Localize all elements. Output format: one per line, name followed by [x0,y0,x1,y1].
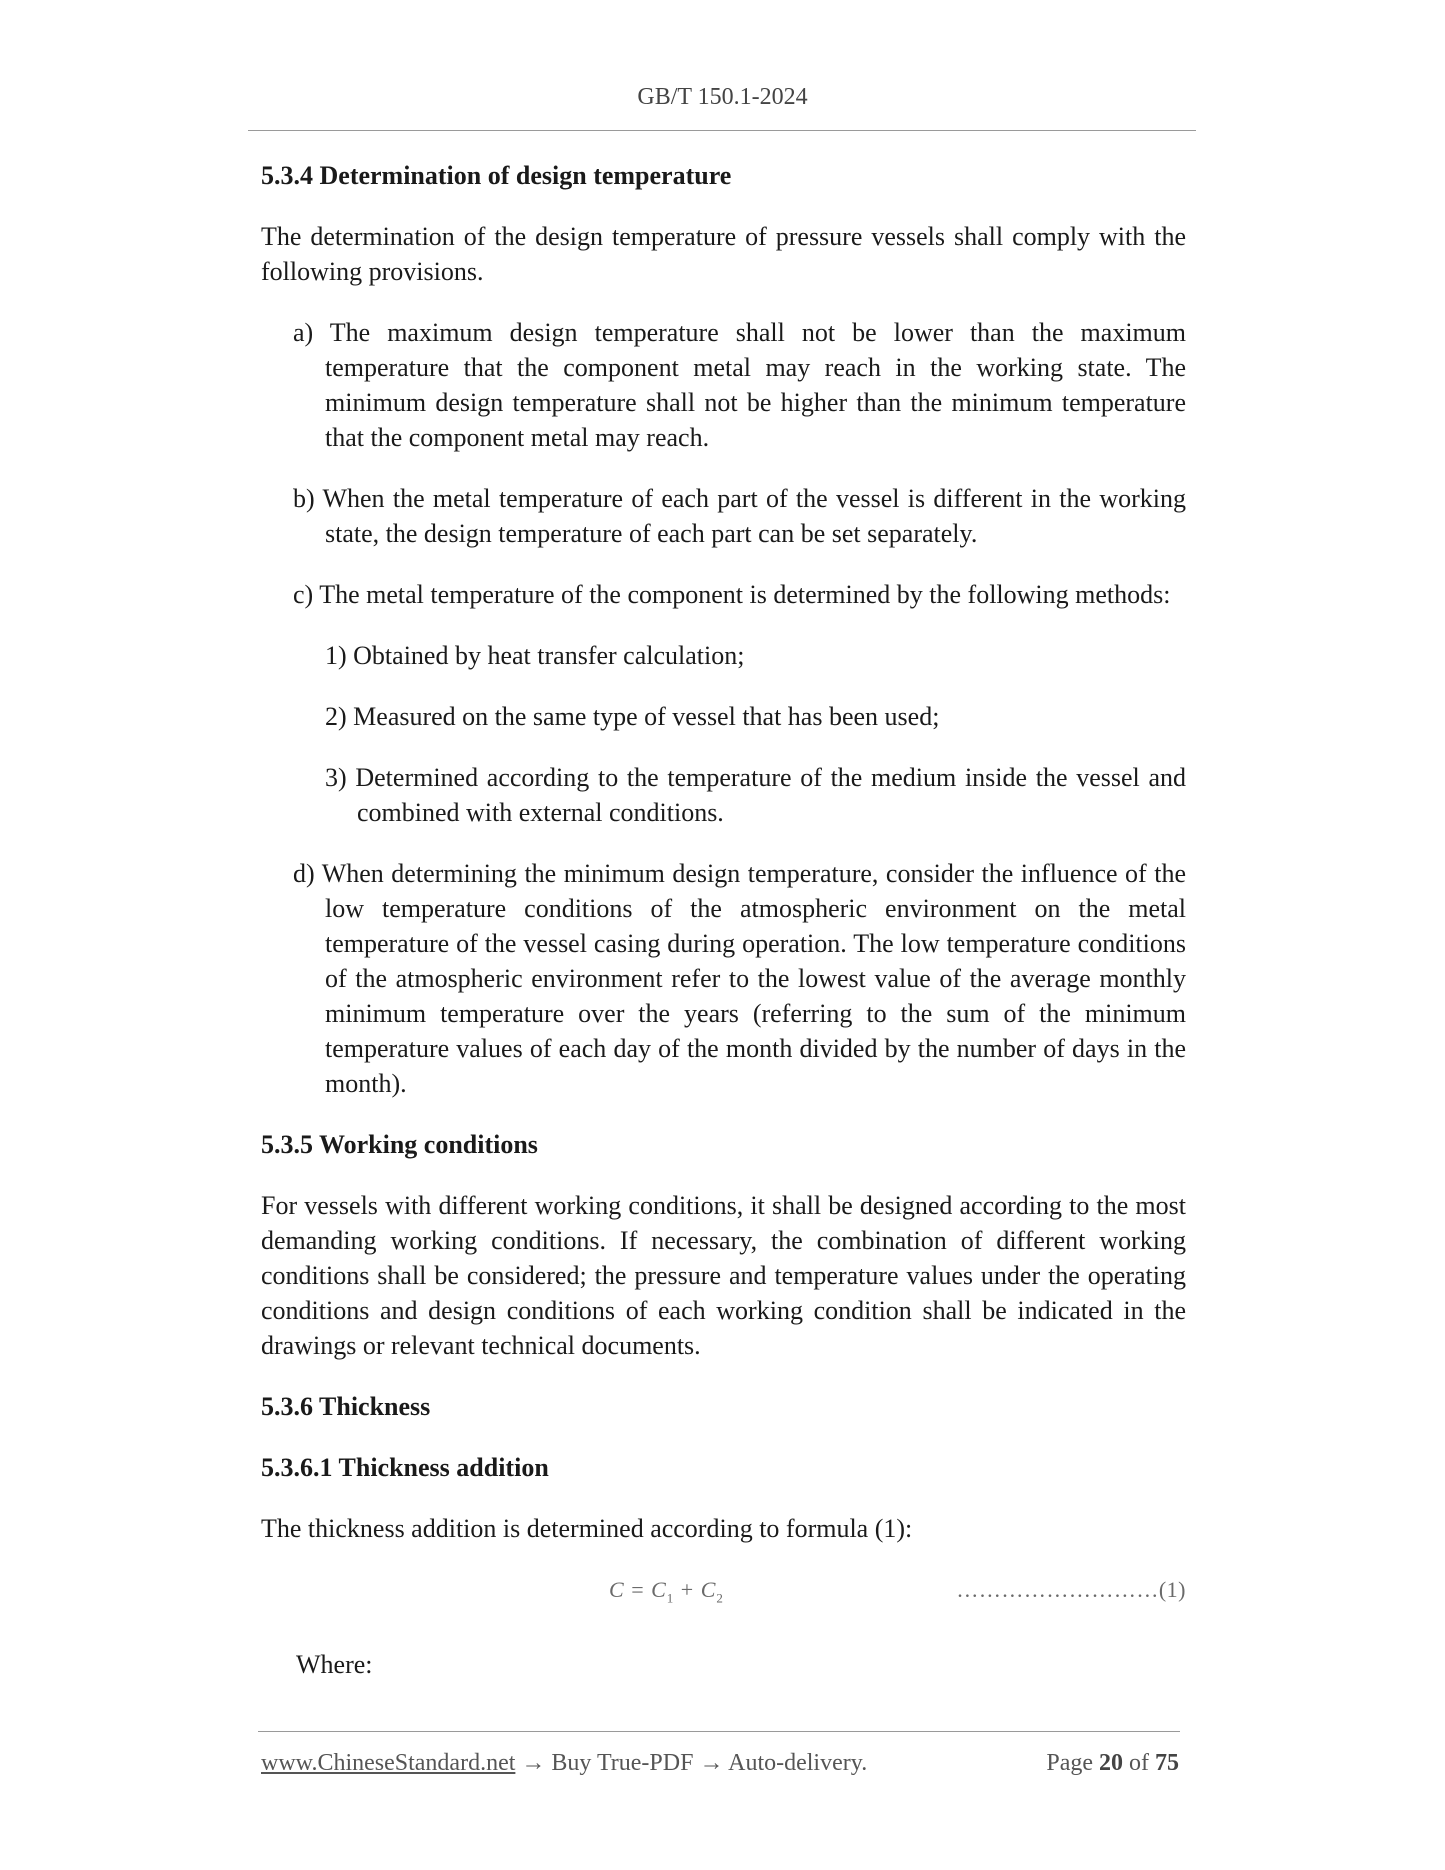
page-counter: Page 20 of 75 [1046,1750,1179,1776]
formula-row [261,1572,1186,1607]
document-body [261,158,1186,1682]
list-item-c: c) The metal temperature of the component is determined by the following methods: [293,580,1171,609]
section-heading-5-3-4: 5.3.4 Determination of design temperature [261,161,732,190]
sub-list-item-2: 2) Measured on the same type of vessel that has been used; [325,702,940,731]
sub-list-item-3: 3) Determined according to the temperature of the medium inside the vessel and combined with external conditions. [325,763,1186,827]
section-intro-paragraph: The determination of the design temperature of pressure vessels shall comply with the following provisions. [261,222,1186,286]
footer-divider [258,1731,1180,1732]
running-header: GB/T 150.1-2024 [637,84,808,110]
formula-number: ………………………(1) [956,1577,1186,1602]
site-link[interactable]: www.ChineseStandard.net [261,1750,516,1776]
page-footer [261,1750,1179,1777]
header-divider [248,130,1196,131]
sub-list-item-1: 1) Obtained by heat transfer calculation; [325,641,745,670]
section-heading-5-3-5: 5.3.5 Working conditions [261,1130,538,1159]
section-heading-5-3-6: 5.3.6 Thickness [261,1392,431,1421]
thickness-addition-paragraph: The thickness addition is determined according to formula (1): [261,1514,913,1543]
formula-1: $C = C_1 + C_2$ [609,1577,724,1606]
working-conditions-paragraph: For vessels with different working conditions, it shall be designed according to the most demanding working conditions. If necessary, the combination of different working conditions shall be considered; the pressure and temperature values under the operating conditions and design conditions of each working condition shall be indicated in the drawings or relevant technical documents. [261,1191,1186,1360]
section-heading-5-3-6-1: 5.3.6.1 Thickness addition [261,1453,549,1482]
footer-promo-text: → Buy True-PDF → Auto-delivery. [515,1750,868,1776]
list-item-a: a) The maximum design temperature shall not be lower than the maximum temperature that the component metal may reach in the working state. The minimum design temperature shall not be higher than the minimum temperature that the component metal may reach. [293,318,1186,452]
list-item-b: b) When the metal temperature of each part of the vessel is different in the working state, the design temperature of each part can be set separately. [293,484,1186,548]
list-item-d: d) When determining the minimum design temperature, consider the influence of the low temperature conditions of the atmospheric environment on the metal temperature of the vessel casing during operation. The low temperature conditions of the atmospheric environment refer to the lowest value of the average monthly minimum temperature over the years (referring to the sum of the minimum temperature values of each day of the month divided by the number of days in the month). [293,859,1186,1098]
where-label: Where: [296,1650,373,1679]
